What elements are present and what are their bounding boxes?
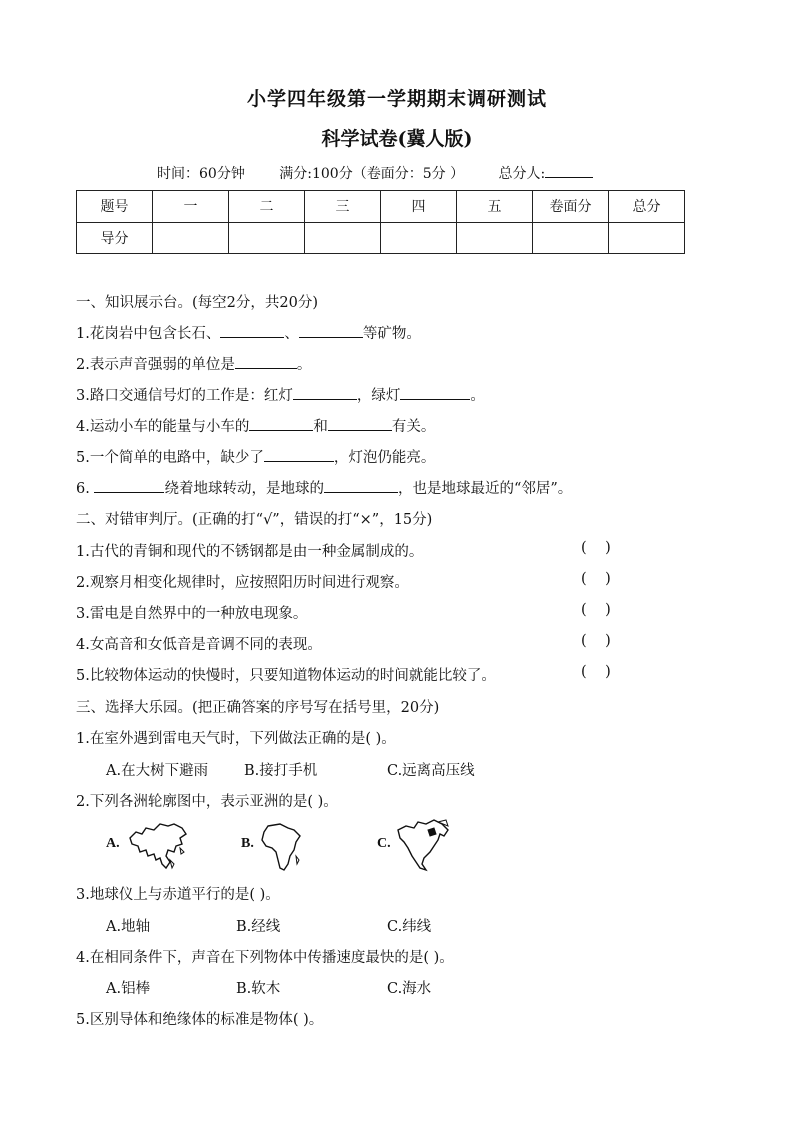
s1-q4-text: 和 <box>313 419 328 435</box>
s3-q2-option-c[interactable]: C. <box>377 836 391 851</box>
score-header-cell: 五 <box>457 191 533 223</box>
score-row-label: 导分 <box>77 222 153 254</box>
s1-question-6 <box>76 477 572 498</box>
score-cell[interactable] <box>609 222 685 254</box>
s1-q1-text: 、 <box>284 326 299 342</box>
scorer-blank[interactable] <box>545 163 593 178</box>
s1-question-1 <box>76 322 421 343</box>
section1-heading: 一、知识展示台。(每空2分，共20分) <box>76 295 318 311</box>
s3-q3-option-c[interactable]: C.纬线 <box>387 919 432 935</box>
s3-q4-option-c[interactable]: C.海水 <box>387 981 432 997</box>
s1-q6-text: ，也是地球最近的“邻居”。 <box>397 481 573 497</box>
score-header-cell: 三 <box>305 191 381 223</box>
s3-q5-stem: 5.区别导体和绝缘体的标准是物体( )。 <box>76 1012 324 1028</box>
s2-item-1: 1.古代的青铜和现代的不锈钢都是由一种金属制成的。 <box>76 544 424 560</box>
s1-q2-text: 2.表示声音强弱的单位是 <box>76 357 235 373</box>
score-header-cell: 二 <box>229 191 305 223</box>
s3-q2-stem: 2.下列各洲轮廓图中，表示亚洲的是( )。 <box>76 794 338 810</box>
s2-item-5: 5.比较物体运动的快慢时，只要知道物体运动的时间就能比较了。 <box>76 668 496 684</box>
exam-time: 时间：60分钟 <box>157 166 245 182</box>
score-header-cell: 题号 <box>77 191 153 223</box>
s3-q1-option-a[interactable]: A.在大树下避雨 <box>106 763 209 779</box>
s3-q2-option-b[interactable]: B. <box>241 836 254 851</box>
s3-q1-option-c[interactable]: C.远离高压线 <box>387 763 475 779</box>
score-cell[interactable] <box>305 222 381 254</box>
s3-q4-option-a[interactable]: A.铝棒 <box>106 981 151 997</box>
score-table-header-row <box>77 191 685 223</box>
s1-q6-text: 绕着地球转动，是地球的 <box>164 481 324 497</box>
s1-q3-text: 3.路口交通信号灯的工作是：红灯 <box>76 388 293 404</box>
answer-blank[interactable] <box>328 416 392 431</box>
answer-blank[interactable] <box>400 385 470 400</box>
s1-question-5 <box>76 446 435 467</box>
answer-paren[interactable]: ( ) <box>581 633 611 649</box>
asia-outline-map[interactable] <box>126 818 188 872</box>
score-cell[interactable] <box>153 222 229 254</box>
score-header-cell: 一 <box>153 191 229 223</box>
answer-paren[interactable]: ( ) <box>581 602 611 618</box>
score-table-score-row <box>77 222 685 254</box>
score-cell[interactable] <box>457 222 533 254</box>
s3-q4-stem: 4.在相同条件下，声音在下列物体中传播速度最快的是( )。 <box>76 950 454 966</box>
exam-subtitle: 科学试卷(冀人版) <box>321 128 473 150</box>
score-header-cell: 总分 <box>609 191 685 223</box>
s1-q3-text: 。 <box>470 388 485 404</box>
scorer-label: 总分人: <box>498 166 546 182</box>
s3-q3-option-b[interactable]: B.经线 <box>236 919 281 935</box>
s1-q5-text: 5.一个简单的电路中，缺少了 <box>76 450 264 466</box>
s3-q3-option-a[interactable]: A.地轴 <box>106 919 151 935</box>
answer-blank[interactable] <box>94 478 164 493</box>
s3-q2-option-a[interactable]: A. <box>106 836 120 851</box>
s1-q6-text: 6. <box>76 481 95 497</box>
score-cell[interactable] <box>381 222 457 254</box>
section2-heading: 二、对错审判厅。(正确的打“√”，错误的打“×”，15分) <box>76 512 433 528</box>
s1-question-2 <box>76 353 311 374</box>
s2-item-2: 2.观察月相变化规律时，应按照阳历时间进行观察。 <box>76 575 409 591</box>
s1-q2-text: 。 <box>296 357 312 373</box>
score-header-cell: 四 <box>381 191 457 223</box>
s2-item-3: 3.雷电是自然界中的一种放电现象。 <box>76 606 308 622</box>
s1-q1-text: 1.花岗岩中包含长石、 <box>76 326 221 342</box>
score-cell[interactable] <box>533 222 609 254</box>
north-america-outline-map[interactable] <box>394 816 452 874</box>
s1-q4-text: 4.运动小车的能量与小车的 <box>76 419 250 435</box>
answer-paren[interactable]: ( ) <box>581 540 611 556</box>
s1-q1-text: 等矿物。 <box>362 326 421 342</box>
s1-q4-text: 有关。 <box>391 419 436 435</box>
s1-question-4 <box>76 415 435 436</box>
s3-q1-option-b[interactable]: B.接打手机 <box>244 763 318 779</box>
exam-title: 小学四年级第一学期期末调研测试 <box>246 88 547 110</box>
answer-paren[interactable]: ( ) <box>581 571 611 587</box>
section3-heading: 三、选择大乐园。(把正确答案的序号写在括号里，20分) <box>76 700 440 716</box>
answer-blank[interactable] <box>293 385 357 400</box>
africa-outline-map[interactable] <box>258 820 304 874</box>
answer-paren[interactable]: ( ) <box>581 664 611 680</box>
s1-question-3 <box>76 384 485 405</box>
score-header-cell: 卷面分 <box>533 191 609 223</box>
score-cell[interactable] <box>229 222 305 254</box>
score-table <box>76 190 685 254</box>
answer-blank[interactable] <box>220 323 284 338</box>
answer-blank[interactable] <box>264 447 334 462</box>
s1-q5-text: ，灯泡仍能亮。 <box>333 450 436 466</box>
answer-blank[interactable] <box>249 416 313 431</box>
s1-q3-text: ，绿灯 <box>356 388 401 404</box>
s3-q4-option-b[interactable]: B.软木 <box>236 981 281 997</box>
s3-q3-stem: 3.地球仪上与赤道平行的是( )。 <box>76 887 280 903</box>
exam-meta <box>157 163 623 183</box>
s2-item-4: 4.女高音和女低音是音调不同的表现。 <box>76 637 322 653</box>
answer-blank[interactable] <box>235 354 297 369</box>
s3-q1-stem: 1.在室外遇到雷电天气时，下列做法正确的是( )。 <box>76 731 396 747</box>
answer-blank[interactable] <box>299 323 363 338</box>
exam-full-score: 满分:100分（卷面分：5分 ） <box>279 166 465 182</box>
answer-blank[interactable] <box>324 478 398 493</box>
